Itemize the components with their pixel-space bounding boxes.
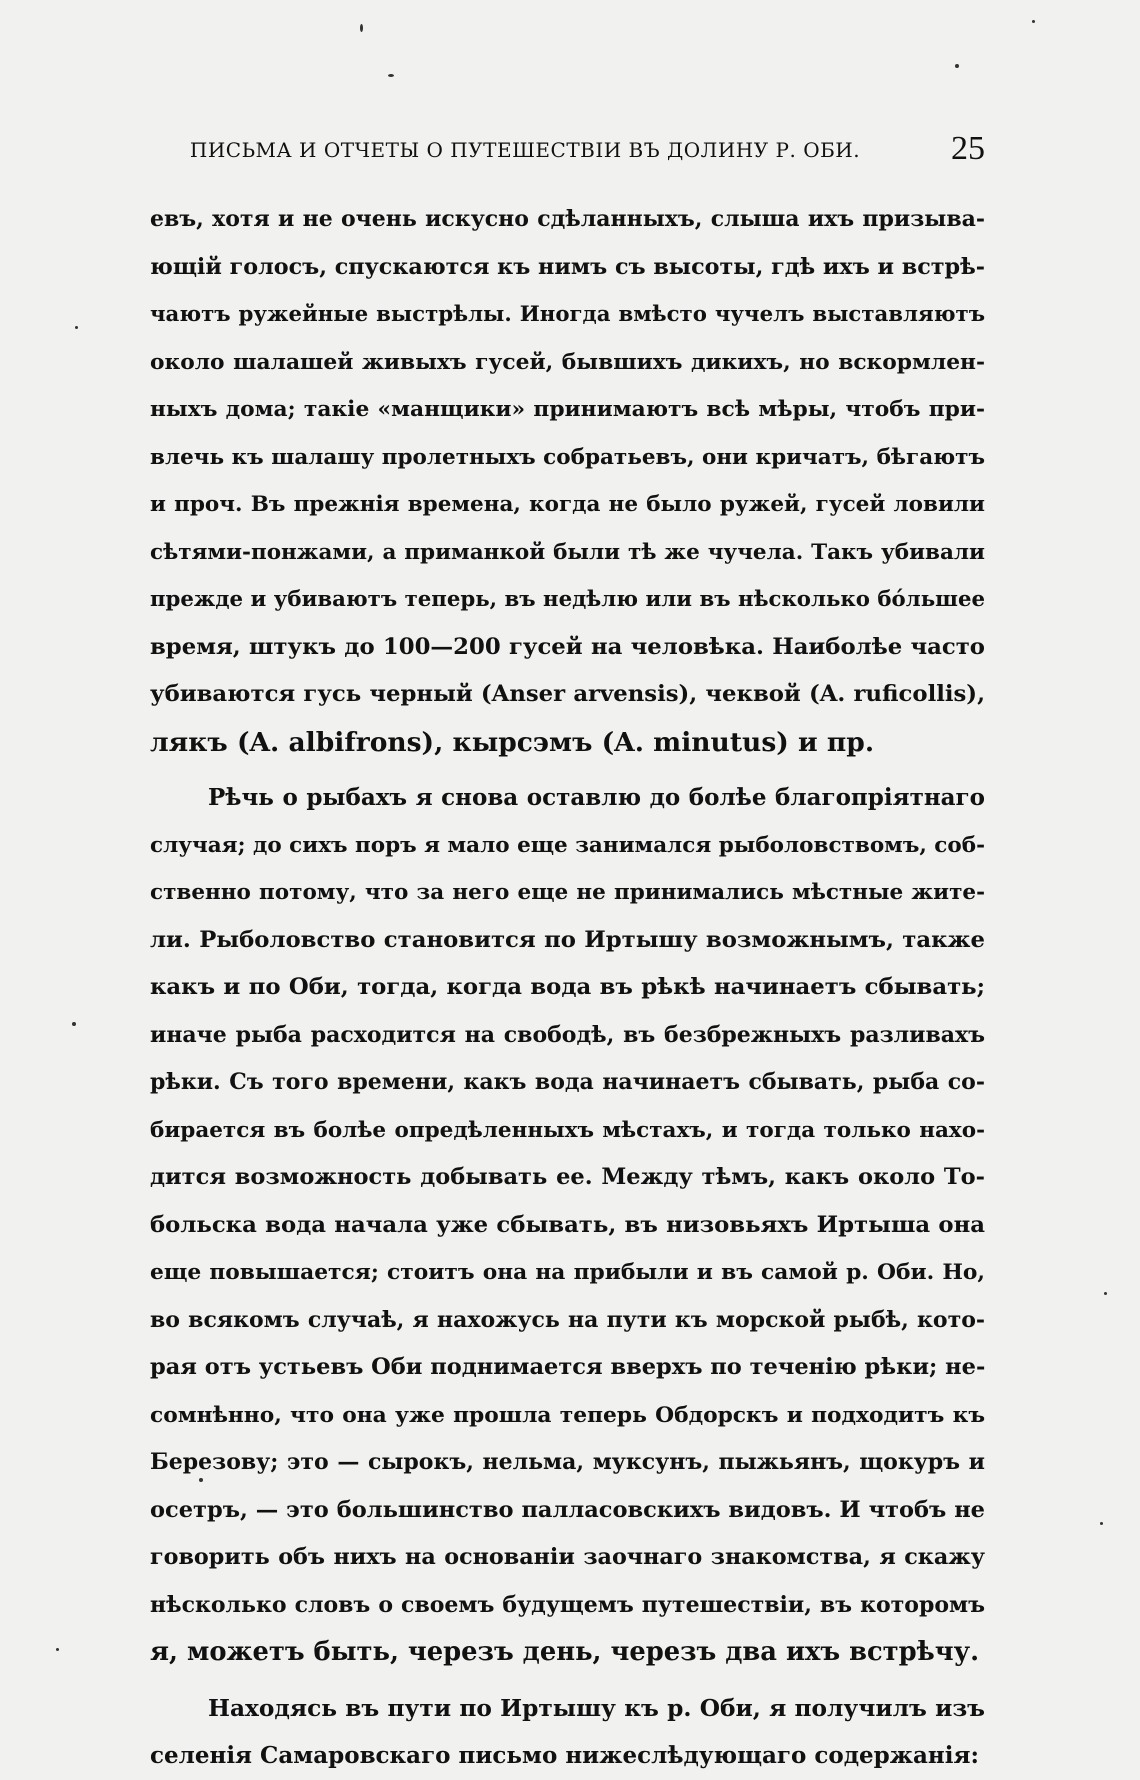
text-line: бирается въ болѣе опредѣленныхъ мѣстахъ, и тогда только нахо- (150, 1117, 985, 1143)
text-line: дится возможность добывать ее. Между тѣмъ, какъ около То- (150, 1164, 985, 1190)
text-line: больска вода начала уже сбывать, въ низовьяхъ Иртыша она (150, 1211, 985, 1238)
text-line: Рѣчь о рыбахъ я снова оставлю до болѣе благопріятнаго (208, 784, 985, 811)
text-line: селенія Самаровскаго письмо нижеслѣдующаго содержанія: (150, 1742, 979, 1769)
scan-speck (56, 1648, 59, 1651)
text-line: ли. Рыболовство становится по Иртышу возможнымъ, также (150, 926, 985, 953)
text-line: какъ и по Оби, тогда, когда вода въ рѣкѣ начинаетъ сбывать; (150, 974, 985, 1000)
text-line: говорить объ нихъ на основаніи заочнаго знакомства, я скажу (150, 1544, 985, 1570)
text-line: Находясь въ пути по Иртышу къ р. Оби, я получилъ изъ (208, 1694, 985, 1722)
paragraph (150, 1685, 985, 1780)
text-line: ственно потому, что за него еще не принимались мѣстные жите- (150, 880, 985, 905)
scan-speck (955, 64, 959, 68)
scan-speck (360, 24, 363, 32)
text-line: влечь къ шалашу пролетныхъ собратьевъ, они кричатъ, бѣгаютъ (150, 444, 985, 470)
paragraph (150, 774, 985, 1677)
text-line: ныхъ дома; такіе «манщики» принимаютъ всѣ мѣры, чтобъ при- (150, 397, 985, 422)
text-line: лякъ (A. albifrons), кырсэмъ (A. minutus) и пр. (150, 726, 875, 758)
text-line: сѣтями-понжами, а приманкой были тѣ же чучела. Такъ убивали (150, 539, 985, 565)
scan-speck (72, 1022, 76, 1026)
page-header (150, 128, 985, 178)
text-line: Березову; это — сырокъ, нельма, муксунъ, пыжьянъ, щокуръ и (150, 1449, 985, 1475)
paragraph (150, 196, 985, 766)
text-line: нѣсколько словъ о своемъ будущемъ путешествіи, въ которомъ (150, 1591, 985, 1618)
text-line: чаютъ ружейные выстрѣлы. Иногда вмѣсто чучелъ выставляютъ (150, 302, 985, 327)
text-line: я, можетъ быть, черезъ день, черезъ два ихъ встрѣчу. (150, 1637, 980, 1667)
text-line: и проч. Въ прежнія времена, когда не было ружей, гусей ловили (150, 492, 985, 517)
text-line: еще повышается; стоитъ она на прибыли и въ самой р. Оби. Но, (150, 1260, 985, 1285)
scan-speck (1100, 1522, 1103, 1525)
text-line: иначе рыба расходится на свободѣ, въ безбрежныхъ разливахъ (150, 1021, 985, 1048)
running-title: ПИСЬМА И ОТЧЕТЫ О ПУТЕШЕСТВІИ ВЪ ДОЛИНУ Р. ОБИ. (189, 138, 861, 162)
paragraph-gap (150, 1677, 985, 1685)
text-line: время, штукъ до 100—200 гусей на человѣка. Наиболѣе часто (150, 633, 985, 660)
text-line: рая отъ устьевъ Оби поднимается вверхъ по теченію рѣки; не- (150, 1354, 986, 1380)
text-line: осетръ, — это большинство палласовскихъ видовъ. И чтобъ не (150, 1496, 985, 1523)
text-line: евъ, хотя и не очень искусно сдѣланныхъ, слыша ихъ призыва- (150, 206, 985, 232)
text-line: во всякомъ случаѣ, я нахожусь на пути къ морской рыбѣ, кото- (150, 1306, 985, 1333)
text-line: сомнѣнно, что она уже прошла теперь Обдорскъ и подходитъ къ (150, 1402, 985, 1428)
page-number: 25 (951, 130, 985, 167)
scan-speck (75, 326, 78, 329)
scan-speck (388, 74, 394, 77)
text-line: ющій голосъ, спускаются къ нимъ съ высоты, гдѣ ихъ и встрѣ- (150, 253, 985, 280)
scan-speck (1032, 20, 1035, 23)
text-line: около шалашей живыхъ гусей, бывшихъ дикихъ, но вскормлен- (150, 349, 985, 375)
paragraph-gap (150, 766, 985, 774)
text-line: убиваются гусь черный (Anser arvensis), чеквой (A. ruficollis), (150, 681, 985, 707)
text-line: рѣки. Съ того времени, какъ вода начинаетъ сбывать, рыба со- (150, 1069, 985, 1095)
scan-speck (1104, 1292, 1107, 1295)
text-line: случая; до сихъ поръ я мало еще занимался рыболовствомъ, соб- (150, 832, 985, 858)
page-body (150, 196, 985, 1780)
text-line: прежде и убиваютъ теперь, въ недѣлю или въ нѣсколько бо́льшее (150, 587, 985, 612)
